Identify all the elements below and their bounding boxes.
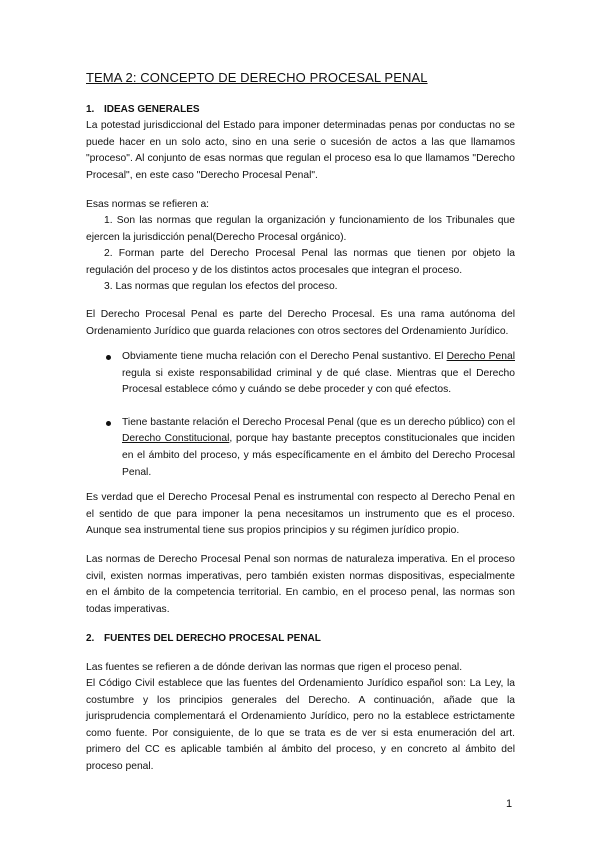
page-number: 1	[506, 798, 513, 810]
list-item: 2. Forman parte del Derecho Procesal Penal las normas que tienen por objeto la regulación del proceso y de los distintos actos procesales que integran el proceso.	[86, 248, 515, 276]
bullet-item-derecho-penal: Obviamente tiene mucha relación con el Derecho Penal sustantivo. El Derecho Penal regula si existe responsabilidad criminal y de qué clase. Mientras que el Derecho Procesal establece cómo y cuándo se debe proceder y con qué efectos.	[106, 349, 515, 399]
link-derecho-constitucional: Derecho Constitucional	[122, 433, 230, 445]
paragraph-instrumental: Es verdad que el Derecho Procesal Penal es instrumental con respecto al Derecho Penal en el sentido de que para imponer la pena necesitamos un instrumento que es el proceso. Aunque sea instrumental tiene sus propios principios y su régimen jurídico propio.	[86, 492, 515, 537]
paragraph-imperativas: Las normas de Derecho Procesal Penal son normas de naturaleza imperativa. En el proceso civil, existen normas imperativas, pero también existen normas dispositivas, especialmente en el ámbito de la competencia territorial. En cambio, en el proceso penal, las normas son todas imperativas.	[86, 554, 515, 615]
bullet-list	[106, 349, 515, 481]
link-derecho-penal: Derecho Penal	[446, 351, 516, 362]
paragraph-fuentes-intro: Las fuentes se refieren a de dónde derivan las normas que rigen el proceso penal.	[86, 662, 463, 673]
bullet-icon	[106, 355, 111, 360]
list-item: 3. Las normas que regulan los efectos del proceso.	[104, 281, 338, 293]
numbered-list	[86, 213, 515, 296]
intro-paragraph: La potestad jurisdiccional del Estado para imponer determinadas penas por conductas no se puede hacer en un solo acto, sino en una serie o sucesión de actos a las que llamamos "proceso". Al conjunto de esas normas que regulan el proceso esa lo que llamamos "Derecho Procesal", en este caso "Derecho Procesal Penal".	[86, 120, 515, 181]
list-intro: Esas normas se refieren a:	[86, 199, 210, 210]
section-2-heading	[86, 631, 515, 648]
section-1-number: 1.	[86, 104, 95, 115]
section-1-title: IDEAS GENERALES	[104, 104, 200, 115]
section-2-title: FUENTES DEL DERECHO PROCESAL PENAL	[104, 633, 321, 644]
paragraph-codigo-civil: El Código Civil establece que las fuentes del Ordenamiento Jurídico español son: La Ley, la costumbre y los principios generales del Derecho. A continuación, añade que la jurisprudencia complementará el Ordenamiento Jurídico, pero no la establece estrictamente como fuente. Por consiguiente, de lo que se trata es de ver si esta enumeración del art. primero del CC es aplicable también al ámbito del proceso, y en concreto al ámbito del proceso penal.	[86, 678, 515, 772]
section-1-heading	[86, 102, 515, 119]
list-item: 1. Son las normas que regulan la organización y funcionamiento de los Tribunales que ejercen la jurisdicción penal(Derecho Procesal orgánico).	[86, 215, 515, 243]
page-title: TEMA 2: CONCEPTO DE DERECHO PROCESAL PENAL	[86, 70, 428, 85]
bullet-icon	[106, 421, 111, 426]
bullet-item-derecho-constitucional: Tiene bastante relación el Derecho Procesal Penal (que es un derecho público) con el Derecho Constitucional, porque hay bastante preceptos constitucionales que inciden en el ámbito del proceso, y más específicamente en el ámbito del Derecho Procesal Penal.	[106, 415, 515, 481]
section-2-number: 2.	[86, 633, 95, 644]
paragraph-rama-autonoma: El Derecho Procesal Penal es parte del Derecho Procesal. Es una rama autónoma del Ordenamiento Jurídico que guarda relaciones con otros sectores del Ordenamiento Jurídico.	[86, 309, 515, 337]
